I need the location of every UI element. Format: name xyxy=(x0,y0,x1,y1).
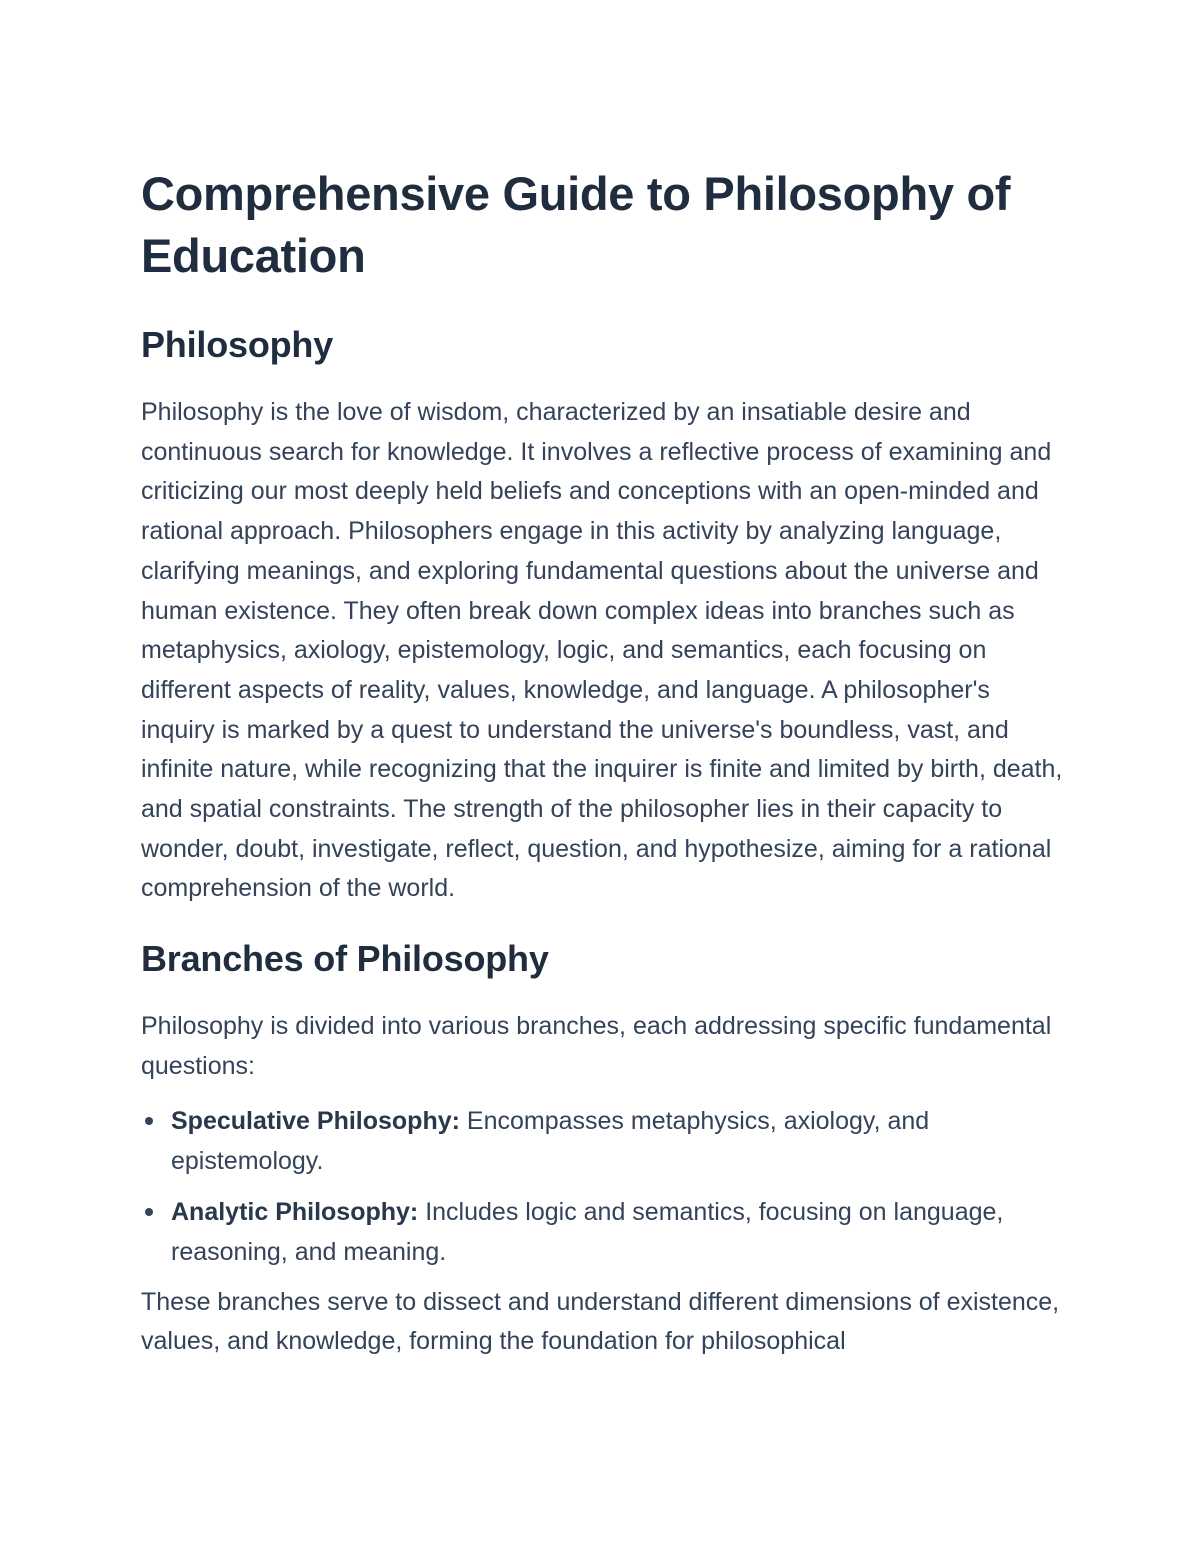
bullet-term: Analytic Philosophy: xyxy=(171,1197,419,1226)
document-page xyxy=(141,163,1066,1390)
bullet-text: Encompasses metaphysics, axiology, and epistemology. xyxy=(171,1106,930,1175)
branches-list xyxy=(141,1101,1066,1272)
branches-closing-paragraph: These branches serve to dissect and understand different dimensions of existence, values, and knowledge, forming the foundation for philosophical xyxy=(141,1287,1060,1356)
bullet-term: Speculative Philosophy: xyxy=(171,1106,460,1135)
document-title: Comprehensive Guide to Philosophy of Education xyxy=(141,167,1011,282)
branches-intro-paragraph: Philosophy is divided into various branches, each addressing specific fundamental questions: xyxy=(141,1012,1052,1080)
section-heading-philosophy: Philosophy xyxy=(141,324,334,365)
bullet-dot-icon xyxy=(145,1117,153,1125)
philosophy-paragraph: Philosophy is the love of wisdom, characterized by an insatiable desire and continuous search for knowledge. It involves a reflective process of examining and criticizing our most deeply held beliefs and conceptions with an open-minded and rational approach. Philosophers engage in this activity by analyzing language, clarifying meanings, and exploring fundamental questions about the universe and human existence. They often break down complex ideas into branches such as metaphysics, axiology, epistemology, logic, and semantics, each focusing on different aspects of reality, values, knowledge, and language. A philosopher's inquiry is marked by a quest to understand the universe's boundless, vast, and infinite nature, while recognizing that the inquirer is finite and limited by birth, death, and spatial constraints. The strength of the philosopher lies in their capacity to wonder, doubt, investigate, reflect, question, and hypothesize, aiming for a rational comprehension of the world. xyxy=(141,398,1063,903)
section-heading-branches: Branches of Philosophy xyxy=(141,938,549,980)
bullet-dot-icon xyxy=(145,1208,153,1216)
bullet-text: Includes logic and semantics, focusing on language, reasoning, and meaning. xyxy=(171,1197,1004,1266)
list-item xyxy=(141,1101,1066,1181)
list-item xyxy=(141,1192,1066,1272)
